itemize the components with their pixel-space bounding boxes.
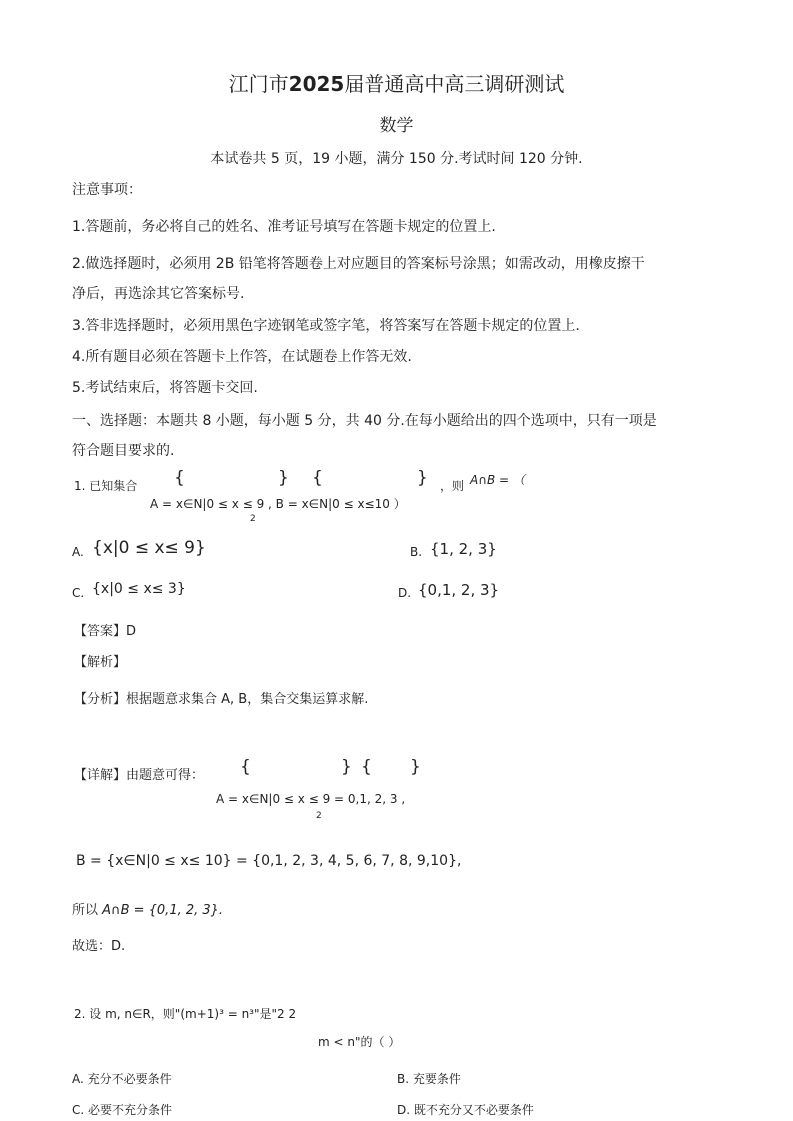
q1-answer: 【答案】D <box>74 624 137 639</box>
q1-detail-brace3: { <box>361 757 372 777</box>
q1-option-c: {x|0 ≤ x≤ 3} <box>92 581 186 597</box>
q2-stem: 2. 设 m, n∈R，则"(m+1)³ = n³"是"2 2 <box>74 1007 297 1021</box>
q1-option-b: {1, 2, 3} <box>430 540 497 558</box>
q2-option-b: B. 充要条件 <box>397 1072 461 1086</box>
q1-detail-brace1: { <box>240 757 251 777</box>
q1-detail-brace4: } <box>410 757 421 777</box>
q1-detail-formula: A = x∈N|0 ≤ x ≤ 9 = 0,1, 2, 3 , <box>216 792 406 806</box>
q1-brace-l1: { <box>174 468 185 488</box>
note-1: 1.答题前，务必将自己的姓名、准考证号填写在答题卡规定的位置上. <box>72 219 496 235</box>
q1-so: 所以 A∩B = {0,1, 2, 3}. <box>72 903 224 918</box>
q1-option-a: {x|0 ≤ x≤ 9} <box>92 538 206 558</box>
section-heading-line2: 符合题目要求的. <box>72 443 175 459</box>
exam-info: 本试卷共 5 页，19 小题，满分 150 分.考试时间 120 分钟. <box>210 151 583 167</box>
q1-brace-l2: { <box>312 468 323 488</box>
note-5: 5.考试结束后，将答题卡交回. <box>72 380 258 396</box>
q2-option-c: C. 必要不充分条件 <box>72 1103 173 1117</box>
q1-option-d: {0,1, 2, 3} <box>418 581 500 599</box>
note-2a: 2.做选择题时，必须用 2B 铅笔将答题卷上对应题目的答案标号涂黑；如需改动，用橡皮擦干 <box>72 256 645 272</box>
q1-then: ，则 <box>440 479 465 493</box>
q1-detail-subscript: 2 <box>316 811 322 821</box>
q1-option-b-label: B. <box>410 545 423 559</box>
exam-title: 江门市2025届普通高中高三调研测试 <box>228 72 565 96</box>
q1-intersection-expr: A∩B = （ <box>470 473 525 487</box>
q1-b-set: B = {x∈N|0 ≤ x≤ 10} = {0,1, 2, 3, 4, 5, 6, 7, 8, 9,10}, <box>76 853 462 869</box>
note-2b: 净后，再选涂其它答案标号. <box>72 286 245 302</box>
q1-brace-r1: } <box>278 468 289 488</box>
q1-formula-subscript: 2 <box>250 514 256 524</box>
q1-choose: 故选：D. <box>72 939 126 954</box>
section-heading-line1: 一、选择题：本题共 8 小题，每小题 5 分，共 40 分.在每小题给出的四个选项中，只有一项是 <box>72 413 657 429</box>
q1-detail: 【详解】由题意可得： <box>74 768 205 783</box>
q1-stem: 1. 已知集合 <box>74 479 138 493</box>
q1-sets-formula: A = x∈N|0 ≤ x ≤ 9 , B = x∈N|0 ≤ x≤10 ） <box>150 497 406 511</box>
q2-option-d: D. 既不充分又不必要条件 <box>397 1103 534 1117</box>
q1-option-a-label: A. <box>72 545 84 559</box>
q1-detail-brace2: } <box>341 757 352 777</box>
notes-heading: 注意事项： <box>72 182 142 198</box>
q1-option-d-label: D. <box>398 586 412 600</box>
note-4: 4.所有题目必须在答题卡上作答，在试题卷上作答无效. <box>72 349 412 365</box>
note-3: 3.答非选择题时，必须用黑色字迹钢笔或签字笔，将答案写在答题卡规定的位置上. <box>72 318 580 334</box>
q2-stem-line2: m < n"的（ ） <box>318 1035 401 1049</box>
q1-fenxi: 【分析】根据题意求集合 A, B，集合交集运算求解. <box>74 692 369 707</box>
exam-subject: 数学 <box>379 116 414 136</box>
q1-option-c-label: C. <box>72 586 85 600</box>
q1-analysis-tag: 【解析】 <box>74 655 127 670</box>
q1-brace-r2: } <box>417 468 428 488</box>
q2-option-a: A. 充分不必要条件 <box>72 1072 172 1086</box>
